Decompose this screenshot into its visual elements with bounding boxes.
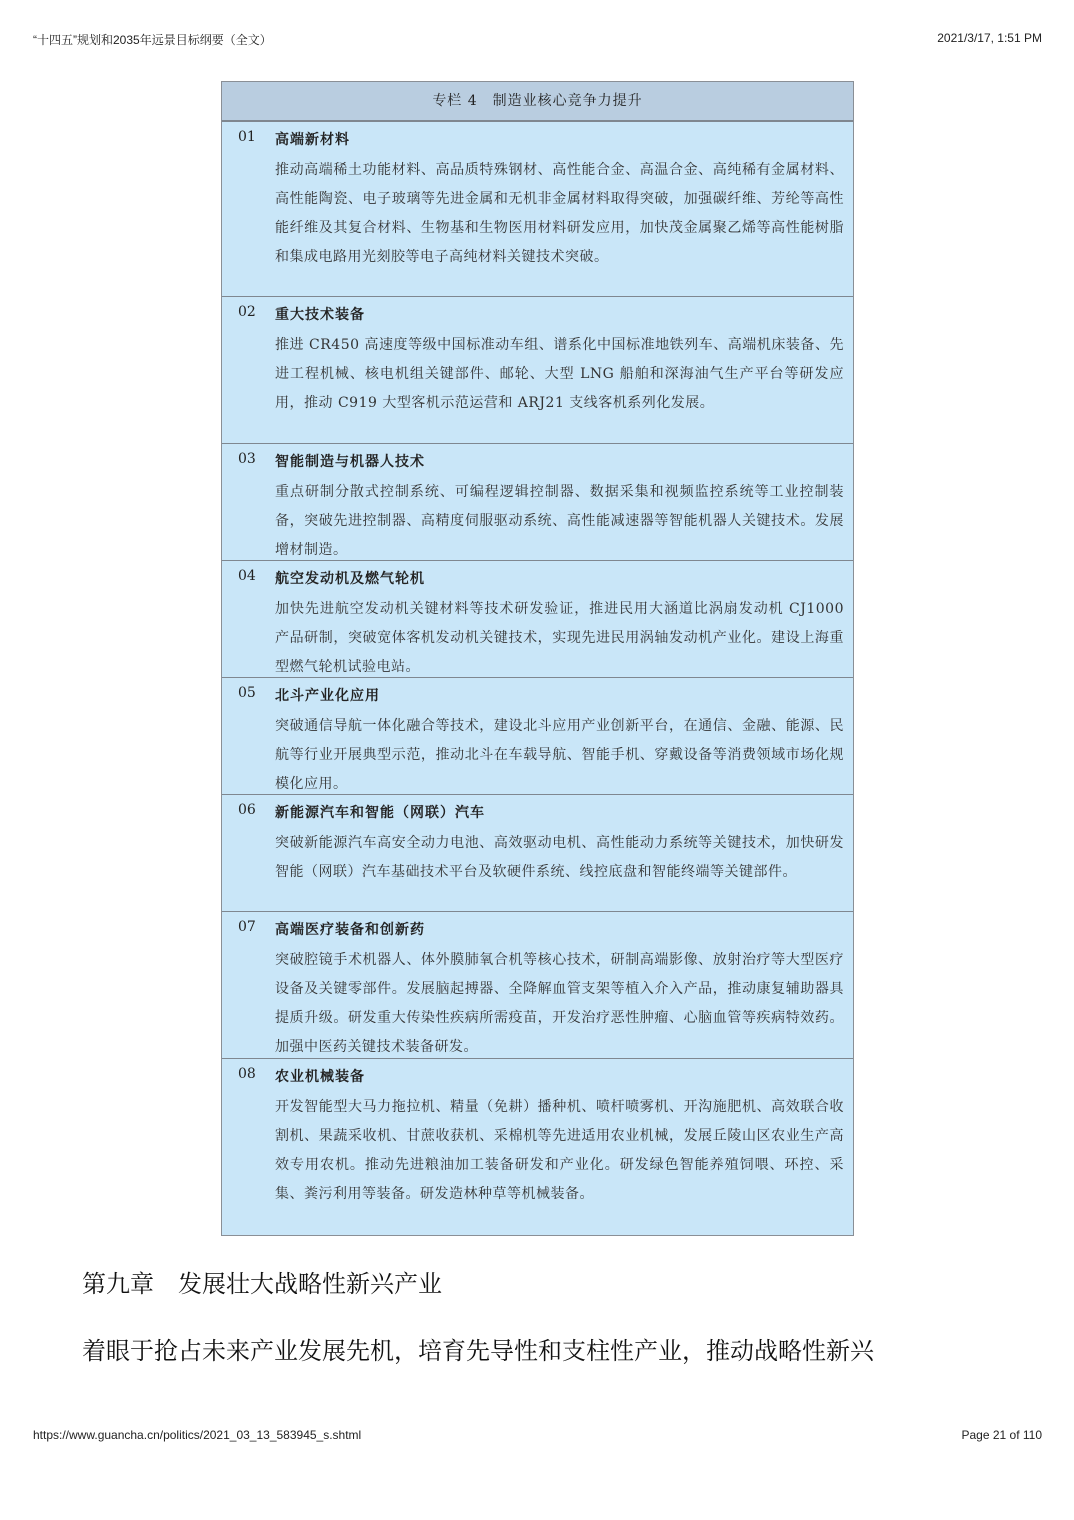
item-title: 高端新材料 <box>275 132 350 148</box>
item-number: 02 <box>238 304 256 320</box>
item-number: 05 <box>238 685 256 701</box>
document-title: “十四五”规划和2035年远景目标纲要（全文） <box>33 33 272 47</box>
item-number: 03 <box>238 451 256 467</box>
print-datetime: 2021/3/17, 1:51 PM <box>937 31 1042 45</box>
item-number: 01 <box>238 129 256 145</box>
chapter-heading: 第九章 发展壮大战略性新兴产业 <box>82 1270 442 1298</box>
panel-item <box>222 1059 853 1235</box>
item-title: 航空发动机及燃气轮机 <box>275 571 425 587</box>
item-number: 04 <box>238 568 256 584</box>
item-body: 推进 CR450 高速度等级中国标准动车组、谱系化中国标准地铁列车、高端机床装备、先进工程机械、核电机组关键部件、邮轮、大型 LNG 船舶和深海油气生产平台等研发应用，推动 C919 大型客机示范运营和 ARJ21 支线客机系列化发展。 <box>275 337 844 411</box>
panel-title: 专栏 4 制造业核心竞争力提升 <box>222 82 853 122</box>
panel-item <box>222 444 853 561</box>
item-body: 重点研制分散式控制系统、可编程逻辑控制器、数据采集和视频监控系统等工业控制装备，突破先进控制器、高精度伺服驱动系统、高性能减速器等智能机器人关键技术。发展增材制造。 <box>275 484 844 558</box>
item-body: 突破通信导航一体化融合等技术，建设北斗应用产业创新平台，在通信、金融、能源、民航等行业开展典型示范，推动北斗在车载导航、智能手机、穿戴设备等消费领域市场化规模化应用。 <box>275 718 844 792</box>
item-number: 06 <box>238 802 256 818</box>
item-body: 推动高端稀土功能材料、高品质特殊钢材、高性能合金、高温合金、高纯稀有金属材料、高性能陶瓷、电子玻璃等先进金属和无机非金属材料取得突破，加强碳纤维、芳纶等高性能纤维及其复合材料、生物基和生物医用材料研发应用，加快茂金属聚乙烯等高性能树脂和集成电路用光刻胶等电子高纯材料关键技术突破。 <box>275 162 844 265</box>
panel-item <box>222 561 853 678</box>
item-title: 高端医疗装备和创新药 <box>275 922 425 938</box>
item-title: 重大技术装备 <box>275 307 365 323</box>
source-url[interactable]: https://www.guancha.cn/politics/2021_03_13_583945_s.shtml <box>33 1428 362 1442</box>
panel-item <box>222 795 853 912</box>
body-paragraph: 着眼于抢占未来产业发展先机，培育先导性和支柱性产业，推动战略性新兴 <box>82 1337 874 1365</box>
panel-item <box>222 678 853 795</box>
item-number: 08 <box>238 1066 256 1082</box>
item-title: 智能制造与机器人技术 <box>275 454 425 470</box>
item-title: 新能源汽车和智能（网联）汽车 <box>275 805 485 821</box>
item-number: 07 <box>238 919 256 935</box>
panel-item <box>222 912 853 1059</box>
item-body: 加快先进航空发动机关键材料等技术研发验证，推进民用大涵道比涡扇发动机 CJ1000 产品研制，突破宽体客机发动机关键技术，实现先进民用涡轴发动机产业化。建设上海重型燃气轮机试验电站。 <box>275 601 844 675</box>
feature-box-panel <box>221 81 854 1236</box>
item-title: 农业机械装备 <box>275 1069 365 1085</box>
page-number: Page 21 of 110 <box>961 1428 1042 1442</box>
item-body: 突破腔镜手术机器人、体外膜肺氧合机等核心技术，研制高端影像、放射治疗等大型医疗设备及关键零部件。发展脑起搏器、全降解血管支架等植入介入产品，推动康复辅助器具提质升级。研发重大传染性疾病所需疫苗，开发治疗恶性肿瘤、心脑血管等疾病特效药。加强中医药关键技术装备研发。 <box>275 952 844 1055</box>
item-body: 开发智能型大马力拖拉机、精量（免耕）播种机、喷杆喷雾机、开沟施肥机、高效联合收割机、果蔬采收机、甘蔗收获机、采棉机等先进适用农业机械，发展丘陵山区农业生产高效专用农机。推动先进粮油加工装备研发和产业化。研发绿色智能养殖饲喂、环控、采集、粪污利用等装备。研发造林种草等机械装备。 <box>275 1099 844 1202</box>
panel-item <box>222 122 853 297</box>
item-title: 北斗产业化应用 <box>275 688 380 704</box>
item-body: 突破新能源汽车高安全动力电池、高效驱动电机、高性能动力系统等关键技术，加快研发智能（网联）汽车基础技术平台及软硬件系统、线控底盘和智能终端等关键部件。 <box>275 835 844 880</box>
panel-item <box>222 297 853 444</box>
